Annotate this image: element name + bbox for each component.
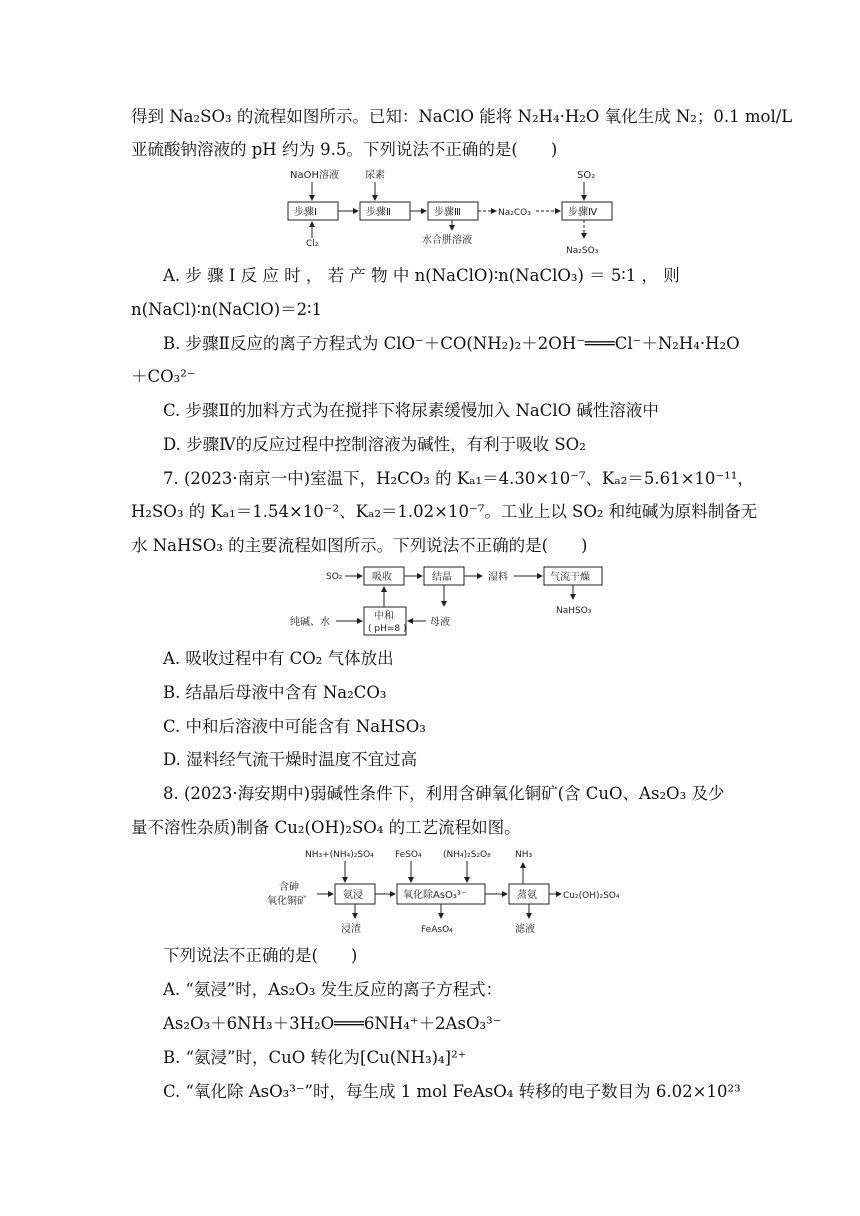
q7-mother-label: 母液 <box>430 617 450 628</box>
q8-leach-label: 氨浸 <box>343 890 363 901</box>
q7-product-label: NaHSO₃ <box>556 606 592 616</box>
q8-steam-label: 蒸氨 <box>517 890 537 901</box>
q8-option-b: B. “氨浸”时，CuO 转化为[Cu(NH₃)₄]²⁺ <box>163 1048 467 1067</box>
q7-stem-line2: H₂SO₃ 的 Kₐ₁＝1.54×10⁻²、Kₐ₂＝1.02×10⁻⁷。工业上以 SO₂ 和纯碱为原料制备无 <box>131 502 758 521</box>
q6-option-b-line2: ＋CO₃²⁻ <box>131 367 196 386</box>
q7-wet-label: 湿料 <box>488 572 508 583</box>
q8-persulfate-label: (NH₄)₂S₂O₈ <box>443 850 491 860</box>
q8-ore-label-line1: 含砷 <box>279 882 299 893</box>
q7-soda-water-label: 纯碱、水 <box>290 617 330 628</box>
q7-option-b: B. 结晶后母液中含有 Na₂CO₃ <box>163 683 387 702</box>
q6-intro-line1: 得到 Na₂SO₃ 的流程如图所示。已知：NaClO 能将 N₂H₄·H₂O 氧化生成 N₂；0.1 mol/L <box>131 107 793 126</box>
q8-stem-line1: 8. (2023·海安期中)弱碱性条件下，利用含砷氧化铜矿(含 CuO、As₂O₃ 及少 <box>163 784 725 803</box>
q7-so2-label: SO₂ <box>326 572 343 582</box>
q6-option-a-line1: A. 步 骤 Ⅰ 反 应 时 ， 若 产 物 中 n(NaClO)∶n(NaClO₃) ＝ 5∶1 ， 则 <box>163 266 680 285</box>
q6-intro-line2: 亚硫酸钠溶液的 pH 约为 9.5。下列说法不正确的是( ) <box>131 140 558 159</box>
q8-oxid-label: 氧化除AsO₃³⁻ <box>403 890 467 901</box>
q7-flow-diagram <box>286 562 616 642</box>
q7-option-c: C. 中和后溶液中可能含有 NaHSO₃ <box>163 717 426 736</box>
q6-step3-label: 步骤Ⅲ <box>434 207 461 218</box>
q6-flow-diagram <box>280 166 620 258</box>
q7-ph-label: ( pH=8 ) <box>368 624 407 634</box>
q6-hydrazine-label: 水合肼溶液 <box>422 235 472 246</box>
q8-flow-diagram <box>265 844 635 938</box>
q8-product-label: Cu₂(OH)₂SO₄ <box>563 891 620 901</box>
q6-step4-label: 步骤Ⅳ <box>568 207 598 218</box>
q8-question-stem: 下列说法不正确的是( ) <box>163 946 358 965</box>
q7-dry-label: 气流干燥 <box>550 572 590 583</box>
q6-option-a-line2: n(NaCl)∶n(NaClO)＝2∶1 <box>131 300 322 319</box>
q8-option-a-line2: As₂O₃＋6NH₃＋3H₂O═══6NH₄⁺＋2AsO₃³⁻ <box>163 1014 502 1033</box>
q8-feaso4-label: FeAsO₄ <box>421 925 453 935</box>
q8-nh3-out-label: NH₃ <box>515 850 533 860</box>
q8-stem-line2: 量不溶性杂质)制备 Cu₂(OH)₂SO₄ 的工艺流程如图。 <box>131 818 521 837</box>
q8-residue-label: 浸渣 <box>341 924 361 935</box>
q7-stem-line1: 7. (2023·南京一中)室温下，H₂CO₃ 的 Kₐ₁＝4.30×10⁻⁷、Kₐ₂＝5.61×10⁻¹¹， <box>163 469 754 488</box>
q8-feso4-label: FeSO₄ <box>395 850 422 860</box>
q7-option-a: A. 吸收过程中有 CO₂ 气体放出 <box>163 649 394 668</box>
q6-naoh-label: NaOH溶液 <box>290 170 339 181</box>
q7-absorb-label: 吸收 <box>372 572 392 583</box>
q6-step1-label: 步骤Ⅰ <box>294 207 317 218</box>
q6-option-c: C. 步骤Ⅱ的加料方式为在搅拌下将尿素缓慢加入 NaClO 碱性溶液中 <box>163 401 659 420</box>
q8-option-a-line1: A. “氨浸”时，As₂O₃ 发生反应的离子方程式： <box>163 980 503 999</box>
q6-so2-label: SO₂ <box>577 170 596 181</box>
q7-crystal-label: 结晶 <box>432 572 452 583</box>
q7-stem-line3: 水 NaHSO₃ 的主要流程如图所示。下列说法不正确的是( ) <box>131 536 588 555</box>
q6-cl2-label: Cl₂ <box>306 239 319 249</box>
q7-neutral-label: 中和 <box>374 611 394 622</box>
q6-na2so3-label: Na₂SO₃ <box>566 246 599 256</box>
q8-ore-label-line2: 氧化铜矿 <box>267 896 307 907</box>
q8-option-c: C. “氧化除 AsO₃³⁻”时，每生成 1 mol FeAsO₄ 转移的电子数目为 6.02×10²³ <box>163 1082 741 1101</box>
q6-option-b-line1: B. 步骤Ⅱ反应的离子方程式为 ClO⁻＋CO(NH₂)₂＋2OH⁻═══Cl⁻＋N₂H₄·H₂O <box>163 334 740 353</box>
q7-option-d: D. 湿料经气流干燥时温度不宜过高 <box>163 750 418 769</box>
q8-filtrate-label: 滤液 <box>515 924 535 935</box>
q8-nh3-in-label: NH₃+(NH₄)₂SO₄ <box>305 850 374 860</box>
q6-urea-label: 尿素 <box>365 170 385 181</box>
q6-step2-label: 步骤Ⅱ <box>366 207 391 218</box>
q6-option-d: D. 步骤Ⅳ的反应过程中控制溶液为碱性，有利于吸收 SO₂ <box>163 435 586 454</box>
q6-na2co3-label: Na₂CO₃ <box>498 208 531 218</box>
